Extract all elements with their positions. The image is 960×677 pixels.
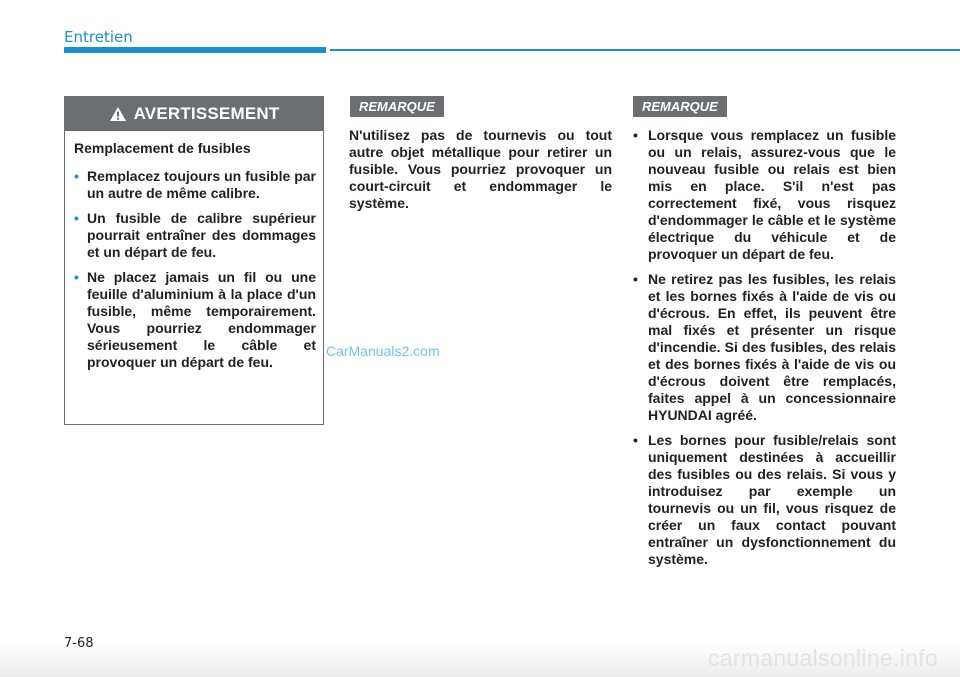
note-item-text: Ne retirez pas les fusibles, les relais et les bornes fixés à l'aide de vis ou d'écrous. En effet, ils peuvent être mal fixés et présenter un risque d'incendie. Si des fusibles, des relais et des bornes fixés à l'aide de vis ou d'écrous doivent être remplacés, faites appel à un concessionnaire HYUNDAI agréé. [648,271,896,423]
warning-item-text: Un fusible de calibre supérieur pourrait entraîner des dommages et un départ de feu. [87,210,316,260]
header-rule-thin [330,49,960,51]
note-item [633,127,896,263]
bullet-icon: • [74,210,79,226]
bullet-icon: • [633,127,638,143]
note-label: REMARQUE [350,96,444,117]
footer-site-link[interactable]: carmanualsonline.info [707,645,938,671]
warning-box [64,96,324,425]
bullet-icon: • [633,271,638,287]
watermark-link[interactable]: CarManuals2.com [326,343,440,359]
section-title: Entretien [64,28,133,46]
warning-list [74,168,316,371]
bullet-icon: • [633,432,638,448]
warning-body [65,131,323,371]
note-item-text: Lorsque vous remplacez un fusible ou un relais, assurez-vous que le nouveau fusible ou relais est bien mis en place. S'il n'est pas correctement fixé, vous risquez d'endommager le câble et le système électrique du véhicule et de provoquer un départ de feu. [648,127,896,262]
warning-subtitle: Remplacement de fusibles [74,140,251,156]
note-item [633,271,896,424]
warning-item [74,210,316,261]
warning-item [74,269,316,371]
header-rule-thick [64,47,326,53]
bullet-icon: • [74,168,79,184]
note-item-text: Les bornes pour fusible/relais sont uniquement destinées à accueillir des fusibles ou des relais. Si vous y introduisez par exemple un tournevis ou un fil, vous risquez de créer un faux contact pouvant entraîner un dysfonctionnement du système. [648,432,896,567]
warning-title: AVERTISSEMENT [133,104,280,123]
note-item [633,432,896,568]
page-number: 7-68 [64,636,94,651]
note-text: N'utilisez pas de tournevis ou tout autre objet métallique pour retirer un fusible. Vous pourriez provoquer un court-circuit et endommager le système. [349,127,612,211]
note-list [633,127,896,576]
warning-item [74,168,316,202]
bullet-icon: • [74,269,79,285]
warning-triangle-icon [109,106,127,122]
warning-header [65,97,323,131]
warning-item-text: Ne placez jamais un fil ou une feuille d'aluminium à la place d'un fusible, même temporairement. Vous pourriez endommager sérieusement le câble et provoquer un départ de feu. [87,269,316,370]
warning-item-text: Remplacez toujours un fusible par un autre de même calibre. [87,168,316,201]
note-label: REMARQUE [633,96,727,117]
